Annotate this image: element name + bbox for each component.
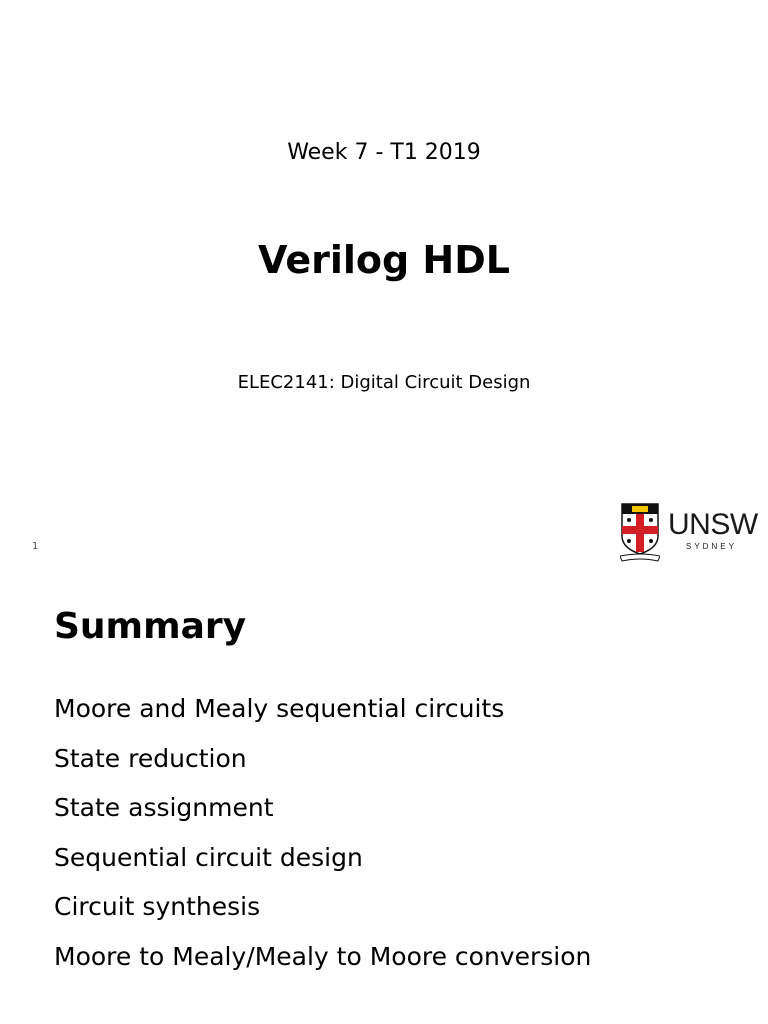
summary-title: Summary [54,606,247,647]
slide-number: 1 [32,541,39,552]
slide-title: Verilog HDL [258,238,510,282]
list-item: Sequential circuit design [54,842,363,872]
list-item: Moore to Mealy/Mealy to Moore conversion [54,941,592,971]
list-item: State assignment [54,793,274,822]
list-item: Circuit synthesis [54,892,261,921]
logo-subtitle: SYDNEY [686,542,737,551]
summary-slide [0,576,768,1024]
list-item: State reduction [54,743,247,773]
week-label: Week 7 - T1 2019 [287,140,481,165]
list-item: Moore and Mealy sequential circuits [54,694,505,723]
unsw-crest-icon [620,502,660,562]
logo-wordmark: UNSW [668,508,758,541]
unsw-logo [620,502,760,564]
course-name: ELEC2141: Digital Circuit Design [237,372,531,393]
summary-list [54,684,591,981]
